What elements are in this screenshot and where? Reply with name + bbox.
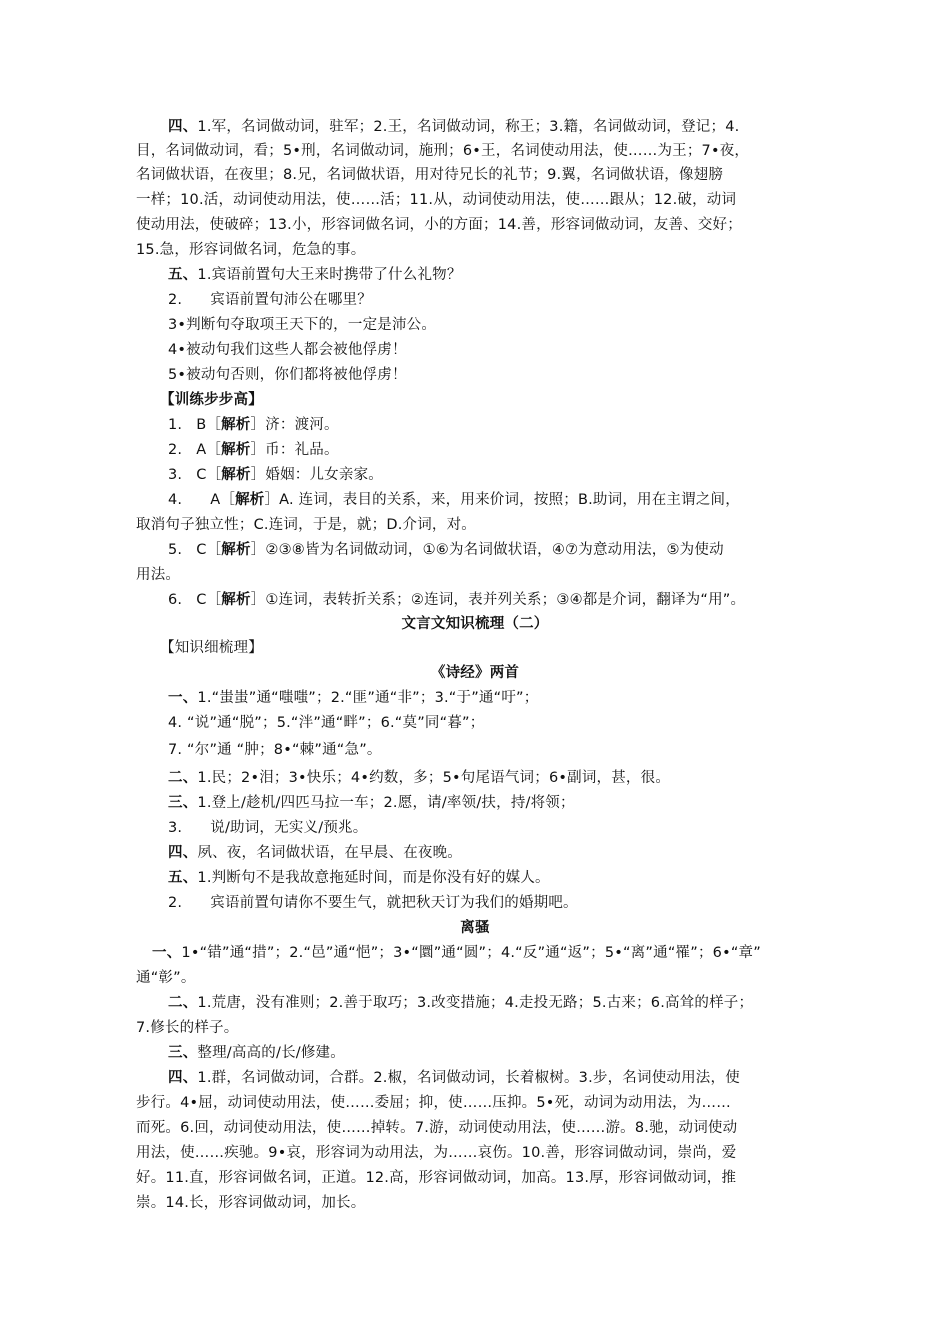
section-5-line-3: 3•判断句夺取项王天下的，一定是沛公。	[168, 317, 437, 333]
part-2-title: 文言文知识梳理（二）	[401, 616, 549, 632]
lisao-4-line-6: 崇。14.长，形容词做动词，加长。	[136, 1195, 366, 1211]
training-item-5-line-2: 用法。	[136, 567, 181, 583]
section-4-line-2: 目，名词做动词，看；5•刑，名词做动词，施刑；6•王，名词使动用法，使……为王；7•夜，	[136, 143, 750, 159]
section-5-line-4: 4•被动句我们这些人都会被他俘虏！	[168, 342, 407, 358]
shijing-1-line-3: 7. “尔”通 “肿；8•“棘”通“急”。	[168, 742, 382, 758]
training-item-4: 4. A［解析］A. 连词，表目的关系，来，用来价词，按照；B.助词，用在主谓之间，	[168, 492, 740, 508]
training-item-6: 6. C［解析］①连词，表转折关系；②连词，表并列关系；③④都是介词，翻译为“用”。	[168, 592, 746, 608]
lisao-4-line-3: 而死。6.回，动词使动用法，使……掉转。7.游，动词使动用法，使……游。8.驰，动词使动	[136, 1120, 738, 1136]
shijing-2-line-1: 二、1.民；2•泪；3•快乐；4•约数，多；5•句尾语气词；6•副词，甚，很。	[168, 770, 671, 786]
training-item-1: 1. B［解析］济：渡河。	[168, 417, 339, 433]
lisao-4-line-2: 步行。4•屈，动词使动用法，使……委屈；抑，使……压抑。5•死，动词为动用法，为……	[136, 1095, 731, 1111]
lisao-4-line-4: 用法，使……疾驰。9•哀，形容词为动用法，为……哀伤。10.善，形容词做动词，崇尚，爱	[136, 1145, 737, 1161]
shijing-3-line-1: 三、1.登上/趁机/四匹马拉一车；2.愿，请/率领/扶，持/将领；	[168, 795, 575, 811]
section-4-line-5: 使动用法，使破碎；13.小，形容词做名词，小的方面；14.善，形容词做动词，友善、交好；	[136, 217, 742, 233]
lisao-2-line-1: 二、1.荒唐，没有准则；2.善于取巧；3.改变措施；4.走投无路；5.古来；6.高耸的样子；	[168, 995, 754, 1011]
training-title: 【训练步步高】	[160, 392, 263, 408]
training-item-4-line-2: 取消句子独立性；C.连词，于是，就；D.介词，对。	[136, 517, 477, 533]
training-item-2: 2. A［解析］币：礼品。	[168, 442, 339, 458]
section-4-line-4: 一样；10.活，动词使动用法，使……活；11.从，动词使动用法，使……跟从；12.破，动词	[136, 192, 737, 208]
section-5-line-2: 2. 宾语前置句沛公在哪里？	[168, 292, 372, 308]
section-5-line-1: 五、1.宾语前置句大王来时携带了什么礼物？	[168, 267, 462, 283]
shijing-3-line-2: 3. 说/助词，无实义/预兆。	[168, 820, 368, 836]
training-item-3: 3. C［解析］婚姻：儿女亲家。	[168, 467, 383, 483]
shijing-1-line-2: 4. “说”通“脱”；5.“泮”通“畔”；6.“莫”同“暮”；	[168, 715, 485, 731]
training-item-5: 5. C［解析］②③⑧皆为名词做动词，①⑥为名词做状语，④⑦为意动用法，⑤为使动	[168, 542, 724, 558]
lisao-1-line-1: 一、1•“错”通“措”；2.“邑”通“悒”；3•“圜”通“圆”；4.“反”通“返”；5•“离”通“罹”；6•“章”	[152, 945, 761, 961]
knowledge-subtitle: 【知识细梳理】	[160, 640, 263, 656]
shijing-title: 《诗经》两首	[430, 665, 520, 681]
lisao-title: 离骚	[460, 920, 490, 936]
lisao-4-line-5: 好。11.直，形容词做名词，正道。12.高，形容词做动词，加高。13.厚，形容词做动词，推	[136, 1170, 737, 1186]
section-5-heading: 五、	[168, 267, 198, 283]
section-5-line-5: 5•被动句否则，你们都将被他俘虏！	[168, 367, 407, 383]
lisao-3-line-1: 三、整理/高高的/长/修建。	[168, 1045, 345, 1061]
lisao-2-line-2: 7.修长的样子。	[136, 1020, 239, 1036]
section-4-line-1: 四、1.军，名词做动词，驻军；2.王，名词做动词，称王；3.籍，名词做动词，登记；4.	[168, 119, 740, 135]
shijing-4-line-1: 四、夙、夜，名词做状语，在早晨、在夜晚。	[168, 845, 463, 861]
shijing-1-line-1: 一、1.“蚩蚩”通“嗤嗤”；2.“匪”通“非”；3.“于”通“吁”；	[168, 690, 539, 706]
lisao-1-line-2: 通“彰”。	[136, 970, 196, 986]
section-4-line-6: 15.急，形容词做名词，危急的事。	[136, 242, 366, 258]
lisao-4-line-1: 四、1.群，名词做动词，合群。2.椒，名词做动词，长着椒树。3.步，名词使动用法，使	[168, 1070, 740, 1086]
section-4-heading: 四、	[168, 119, 198, 135]
shijing-5-line-1: 五、1.判断句不是我故意拖延时间，而是你没有好的媒人。	[168, 870, 550, 886]
shijing-5-line-2: 2. 宾语前置句请你不要生气，就把秋天订为我们的婚期吧。	[168, 895, 578, 911]
section-4-line-3: 名词做状语，在夜里；8.兄，名词做状语，用对待兄长的礼节；9.翼，名词做状语，像翅膀	[136, 167, 724, 183]
